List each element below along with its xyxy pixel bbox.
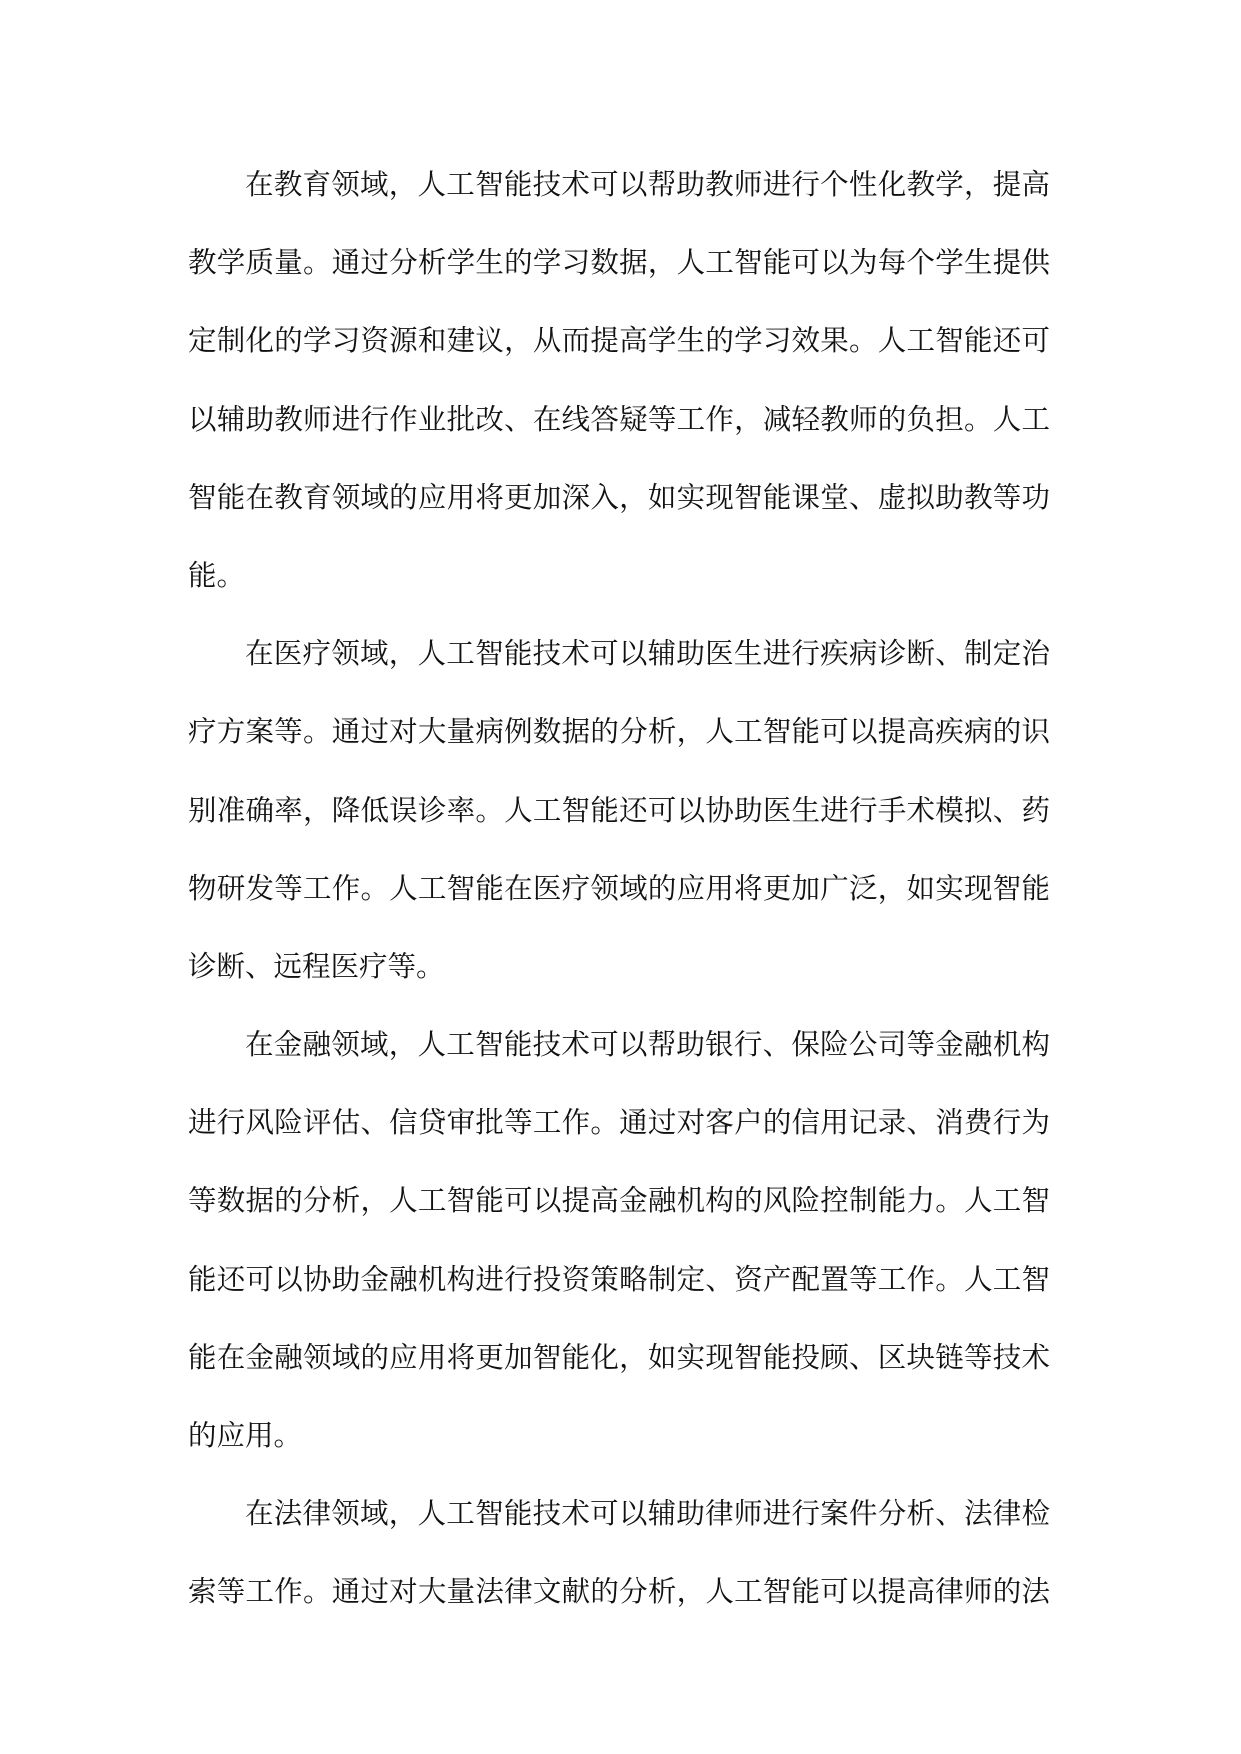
text-line: 物研发等工作。人工智能在医疗领域的应用将更加广泛，如实现智能 — [188, 871, 1050, 905]
text-line: 诊断、远程医疗等。 — [188, 949, 445, 983]
text-line: 在法律领域，人工智能技术可以辅助律师进行案件分析、法律检 — [245, 1497, 1050, 1531]
paragraph-education — [188, 146, 1050, 615]
text-line: 以辅助教师进行作业批改、在线答疑等工作，减轻教师的负担。人工 — [188, 402, 1050, 436]
text-line: 在医疗领域，人工智能技术可以辅助医生进行疾病诊断、制定治 — [245, 637, 1050, 671]
paragraph-law — [188, 1475, 1050, 1631]
text-line: 进行风险评估、信贷审批等工作。通过对客户的信用记录、消费行为 — [188, 1106, 1050, 1140]
text-line: 智能在教育领域的应用将更加深入，如实现智能课堂、虚拟助教等功 — [188, 480, 1050, 514]
text-line: 的应用。 — [188, 1419, 303, 1452]
text-line: 能还可以协助金融机构进行投资策略制定、资产配置等工作。人工智 — [188, 1262, 1050, 1296]
paragraph-finance — [188, 1006, 1050, 1475]
document-body — [188, 146, 1050, 1632]
text-line: 在教育领域，人工智能技术可以帮助教师进行个性化教学，提高 — [245, 168, 1050, 201]
text-line: 在金融领域，人工智能技术可以帮助银行、保险公司等金融机构 — [245, 1028, 1050, 1062]
text-line: 能。 — [188, 558, 246, 592]
text-line: 教学质量。通过分析学生的学习数据，人工智能可以为每个学生提供 — [188, 246, 1050, 280]
text-line: 别准确率，降低误诊率。人工智能还可以协助医生进行手术模拟、药 — [188, 793, 1050, 827]
paragraph-medical — [188, 615, 1050, 1006]
text-line: 等数据的分析，人工智能可以提高金融机构的风险控制能力。人工智 — [188, 1184, 1050, 1218]
text-line: 疗方案等。通过对大量病例数据的分析，人工智能可以提高疾病的识 — [188, 715, 1050, 749]
text-line: 能在金融领域的应用将更加智能化，如实现智能投顾、区块链等技术 — [188, 1340, 1050, 1374]
text-line: 索等工作。通过对大量法律文献的分析，人工智能可以提高律师的法 — [188, 1575, 1050, 1609]
text-line: 定制化的学习资源和建议，从而提高学生的学习效果。人工智能还可 — [188, 324, 1050, 358]
